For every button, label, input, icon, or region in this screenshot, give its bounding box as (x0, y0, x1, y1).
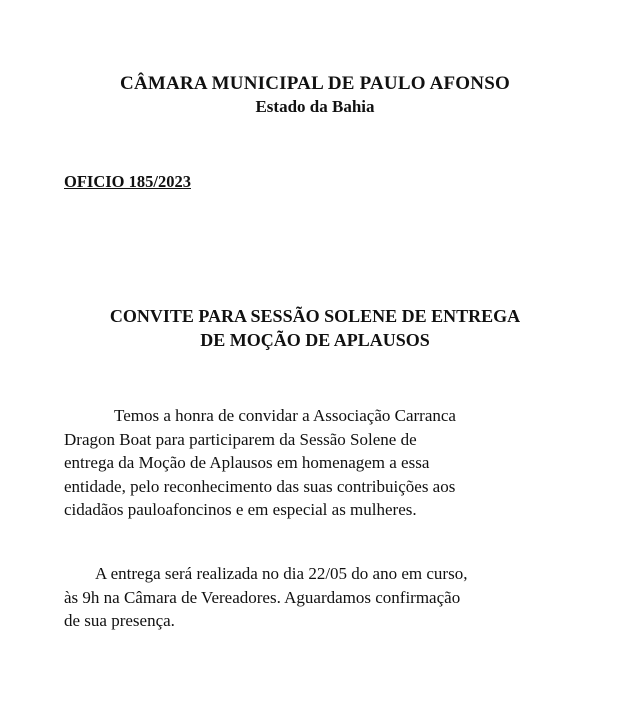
paragraph-line: entrega da Moção de Aplausos em homenagem a essa (64, 453, 430, 472)
body-paragraph-details (64, 562, 584, 633)
paragraph-line: Temos a honra de convidar a Associação Carranca (114, 406, 456, 425)
subject-line: CONVITE PARA SESSÃO SOLENE DE ENTREGA (109, 306, 521, 326)
paragraph-line: entidade, pelo reconhecimento das suas contribuições aos (64, 476, 456, 496)
paragraph-line: Dragon Boat para participarem da Sessão Solene de (64, 429, 417, 449)
body-paragraph-invitation (64, 404, 584, 522)
document-subject (0, 304, 630, 352)
letterhead (0, 72, 630, 118)
subject-line: DE MOÇÃO DE APLAUSOS (200, 330, 430, 350)
paragraph-line: A entrega será realizada no dia 22/05 do ano em curso, (95, 564, 468, 583)
paragraph-line: às 9h na Câmara de Vereadores. Aguardamos confirmação (64, 587, 461, 607)
paragraph-line: cidadãos pauloafoncinos e em especial as mulheres. (64, 500, 417, 519)
paragraph-line: de sua presença. (64, 611, 175, 630)
document-number: OFICIO 185/2023 (64, 172, 191, 191)
organization-name: CÂMARA MUNICIPAL DE PAULO AFONSO (120, 73, 510, 94)
state-name: Estado da Bahia (255, 97, 375, 116)
